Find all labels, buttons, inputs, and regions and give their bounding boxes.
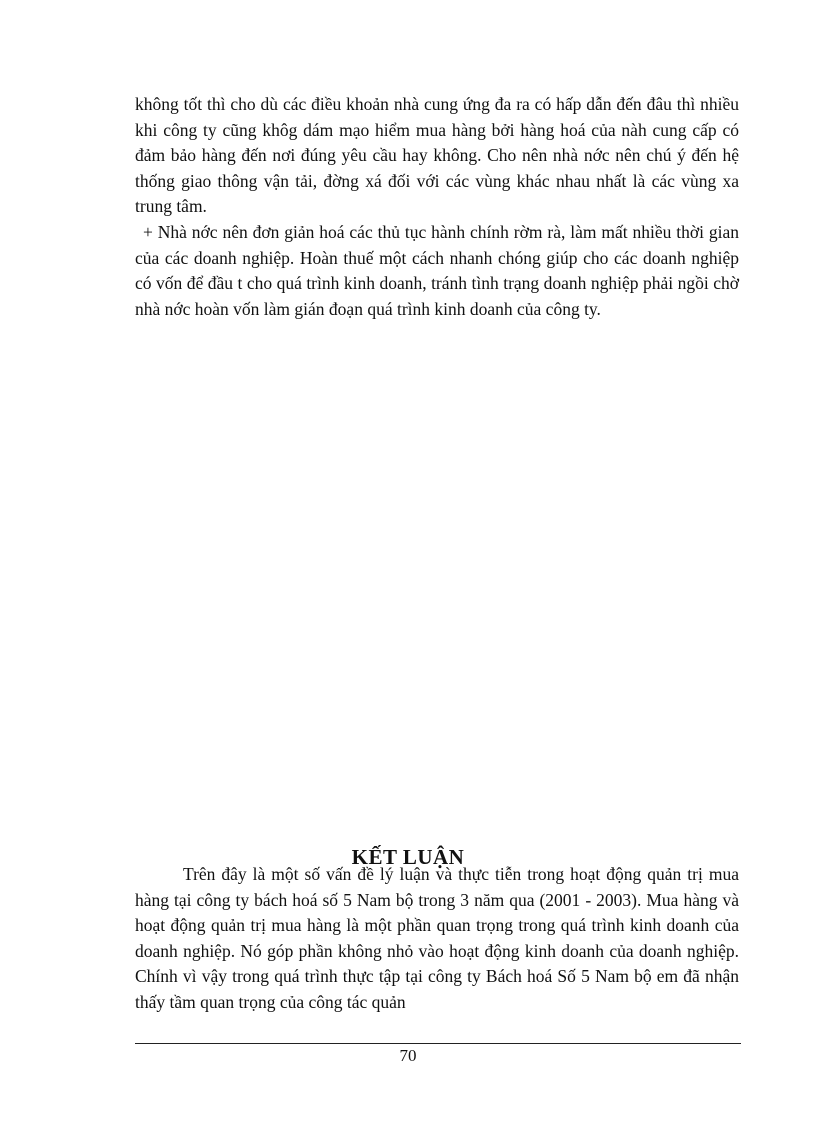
body-text-top [135, 92, 739, 322]
paragraph-transport-infrastructure: không tốt thì cho dù các điều khoản nhà cung ứng đa ra có hấp dẫn đến đâu thì nhiều khi công ty cũng khôg dám mạo hiểm mua hàng bởi hàng hoá của nàh cung cấp có đảm bảo hàng đến nơi đúng yêu cầu hay không. Cho nên nhà nớc nên chú ý đến hệ thống giao thông vận tải, đờng xá đối với các vùng khác nhau nhất là các vùng xa trung tâm. [135, 94, 739, 217]
footer-divider [135, 1043, 741, 1044]
page-number: 70 [399, 1046, 417, 1065]
body-text-conclusion [135, 862, 739, 1016]
paragraph-administrative-procedures: + Nhà nớc nên đơn giản hoá các thủ tục hành chính rờm rà, làm mất nhiều thời gian của các doanh nghiệp. Hoàn thuế một cách nhanh chóng giúp cho các doanh nghiệp có vốn để đầu t cho quá trình kinh doanh, tránh tình trạng doanh nghiệp phải ngồi chờ nhà nớc hoàn vốn làm gián đoạn quá trình kinh doanh của công ty. [135, 221, 739, 319]
paragraph-conclusion: Trên đây là một số vấn đề lý luận và thực tiễn trong hoạt động quản trị mua hàng tại công ty bách hoá số 5 Nam bộ trong 3 năm qua (2001 - 2003). Mua hàng và hoạt động quản trị mua hàng là một phần quan trọng trong quá trình kinh doanh của doanh nghiệp. Nó góp phần không nhỏ vào hoạt động kinh doanh của doanh nghiệp. Chính vì vậy trong quá trình thực tập tại công ty Bách hoá Số 5 Nam bộ em đã nhận thấy tầm quan trọng của công tác quản [135, 864, 739, 1012]
section-heading-conclusion: KẾT LUẬN [351, 845, 465, 869]
